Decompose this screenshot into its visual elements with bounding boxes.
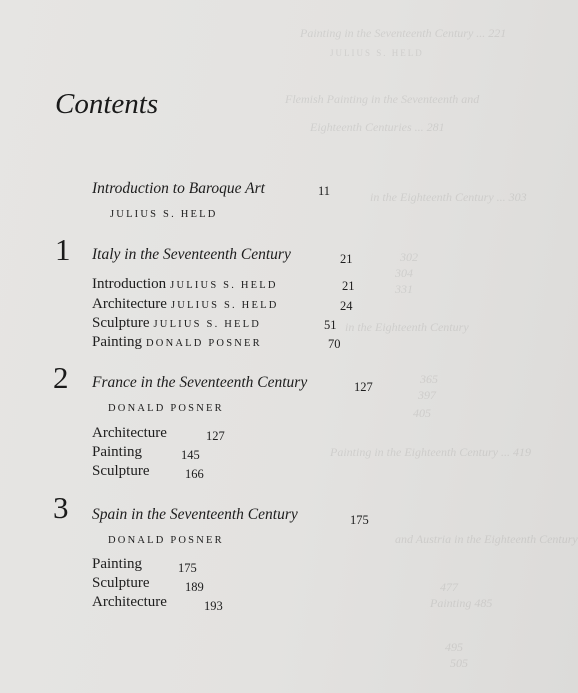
show-through-text: Eighteenth Centuries ... 281 <box>310 120 445 134</box>
entry-label: Architecture <box>92 425 167 441</box>
entry-page-number: 21 <box>342 279 355 293</box>
chapter-page-number: 127 <box>354 380 373 394</box>
entry-author: DONALD POSNER <box>146 338 262 349</box>
entry-label: Architecture <box>92 296 167 312</box>
entry-label: Painting <box>92 334 143 350</box>
entry-author: JULIUS S. HELD <box>170 300 279 311</box>
show-through-text: Painting in the Seventeenth Century ... 221 <box>300 26 507 40</box>
toc-entry <box>92 275 278 293</box>
intro-author: JULIUS S. HELD <box>110 209 218 220</box>
toc-entry <box>92 333 262 351</box>
entry-label: Introduction <box>92 276 167 292</box>
chapter-author: DONALD POSNER <box>108 535 224 546</box>
show-through-text: Painting 485 <box>430 596 493 610</box>
chapter-page-number: 21 <box>340 252 353 266</box>
entry-label: Sculpture <box>92 575 150 591</box>
entry-page-number: 24 <box>340 299 353 313</box>
entry-page-number: 145 <box>181 448 200 462</box>
chapter-title: France in the Seventeenth Century <box>92 374 308 391</box>
show-through-text: 365 <box>420 372 438 386</box>
entry-label: Sculpture <box>92 463 150 479</box>
entry-author: JULIUS S. HELD <box>170 280 278 291</box>
chapter-number: 3 <box>53 490 69 525</box>
entry-label: Painting <box>92 444 143 460</box>
show-through-text: JULIUS S. HELD <box>330 48 424 58</box>
show-through-text: Flemish Painting in the Seventeenth and <box>285 92 480 106</box>
toc-entry <box>92 314 261 332</box>
entry-page-number: 70 <box>328 337 341 351</box>
chapter-page-number: 175 <box>350 513 369 527</box>
intro-title: Introduction to Baroque Art <box>92 180 265 197</box>
toc-entry <box>92 295 278 313</box>
entry-page-number: 193 <box>204 599 223 613</box>
entry-label: Architecture <box>92 594 167 610</box>
entry-page-number: 51 <box>324 318 337 332</box>
chapter-title: Italy in the Seventeenth Century <box>92 246 291 263</box>
show-through-text: 477 <box>440 580 458 594</box>
chapter-number: 1 <box>55 232 71 267</box>
page-title: Contents <box>55 88 159 120</box>
show-through-text: 302 <box>400 250 418 264</box>
show-through-text: 405 <box>413 406 431 420</box>
show-through-text: and Austria in the Eighteenth Century <box>395 532 578 546</box>
intro-page-number: 11 <box>318 184 331 198</box>
entry-page-number: 127 <box>206 429 225 443</box>
show-through-text: Painting in the Eighteenth Century ... 419 <box>330 445 531 459</box>
chapter-author: DONALD POSNER <box>108 403 224 414</box>
chapter-title: Spain in the Seventeenth Century <box>92 506 298 523</box>
entry-page-number: 166 <box>185 467 204 481</box>
show-through-text: in the Eighteenth Century ... 303 <box>370 190 527 204</box>
chapter-number: 2 <box>53 360 69 395</box>
show-through-text: in the Eighteenth Century <box>345 320 469 334</box>
show-through-text: 505 <box>450 656 468 670</box>
entry-page-number: 175 <box>178 561 197 575</box>
entry-label: Sculpture <box>92 315 150 331</box>
entry-author: JULIUS S. HELD <box>153 319 262 330</box>
entry-label: Painting <box>92 556 143 572</box>
show-through-text: 495 <box>445 640 463 654</box>
show-through-text: 397 <box>418 388 436 402</box>
show-through-text: 304 <box>395 266 413 280</box>
entry-page-number: 189 <box>185 580 204 594</box>
show-through-text: 331 <box>395 282 413 296</box>
